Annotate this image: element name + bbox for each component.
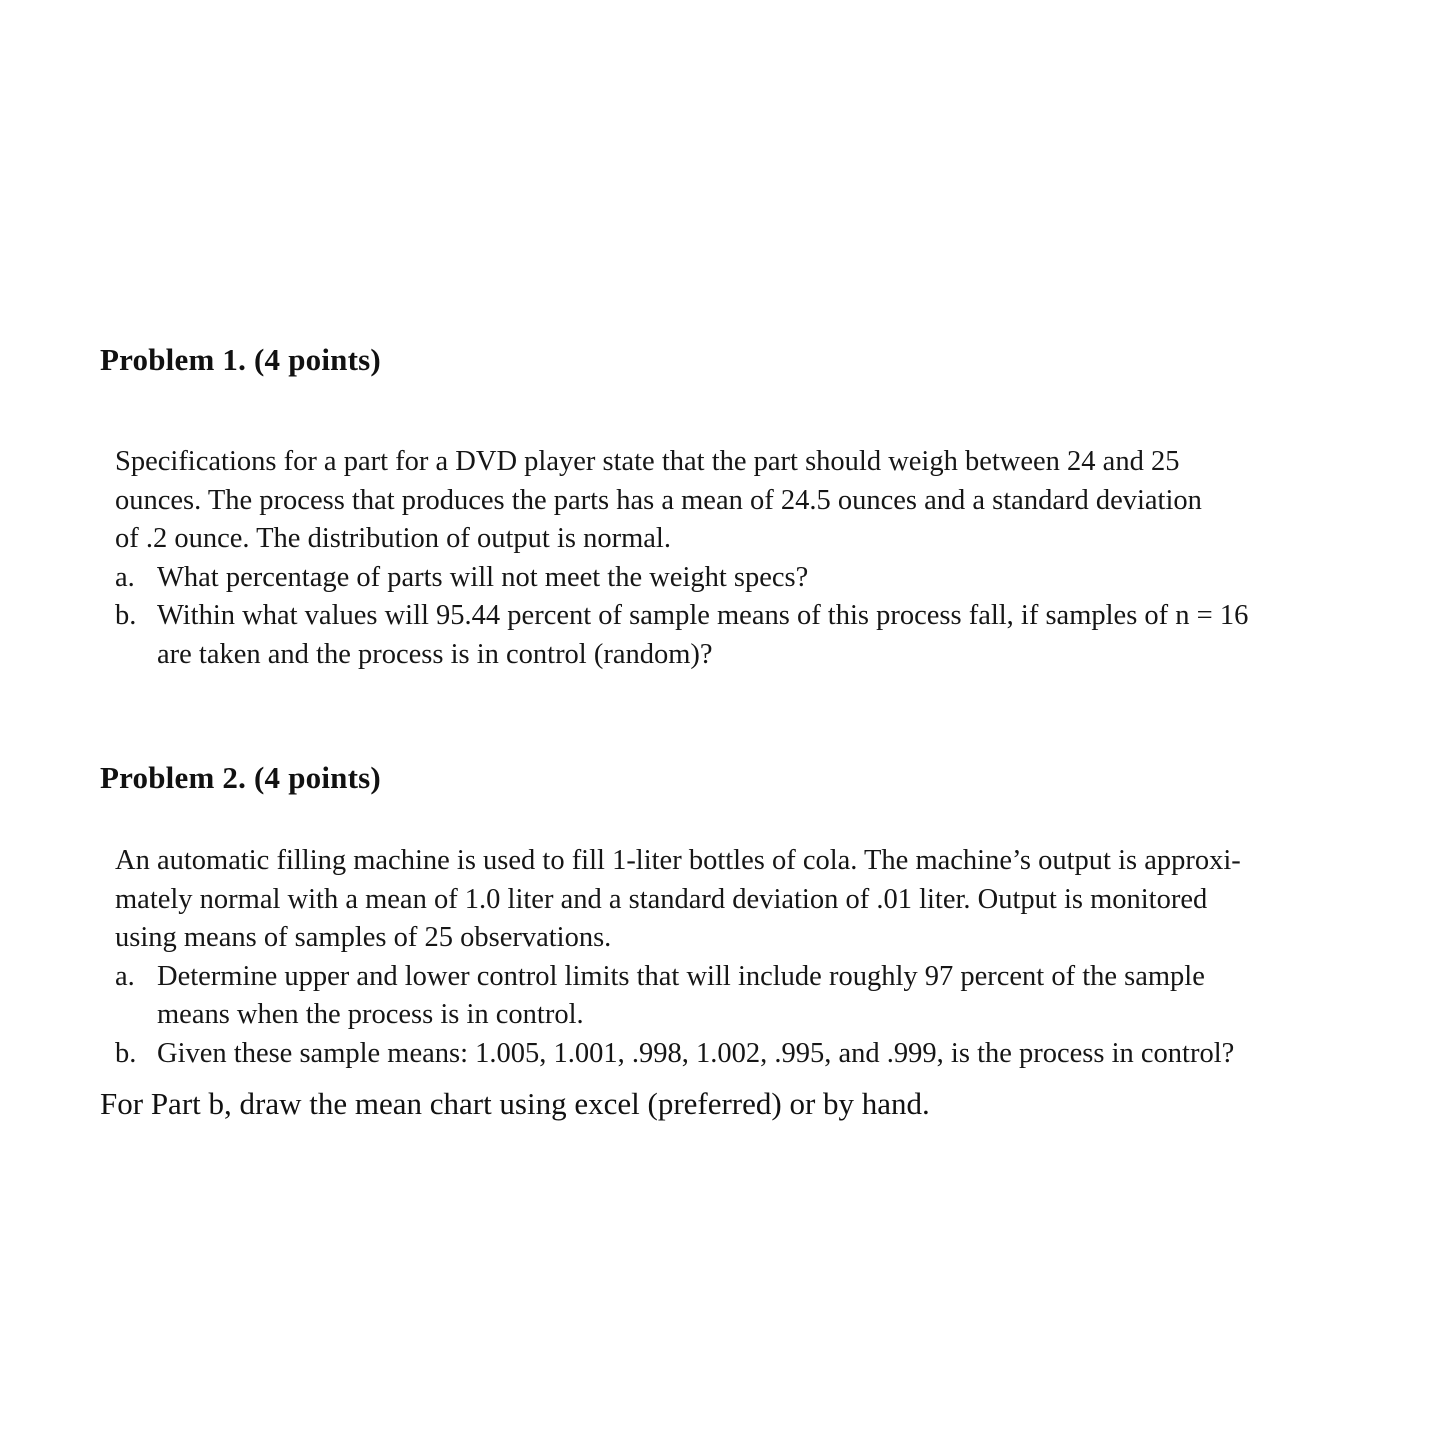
problem-1-heading: Problem 1. (4 points) bbox=[100, 342, 381, 377]
item-text: means when the process is in control. bbox=[157, 999, 584, 1030]
problem-2-body bbox=[115, 842, 1241, 1073]
problem-2-intro-line: using means of samples of 25 observations. bbox=[115, 922, 612, 953]
problem-1-intro-line: of .2 ounce. The distribution of output is normal. bbox=[115, 523, 671, 554]
item-text: Within what values will 95.44 percent of sample means of this process fall, if samples of n = 16 bbox=[157, 600, 1249, 631]
problem-1-body bbox=[115, 443, 1248, 674]
problem-1-item-a bbox=[115, 559, 1248, 598]
problem-2-item-b bbox=[115, 1035, 1241, 1074]
item-text: What percentage of parts will not meet the weight specs? bbox=[157, 561, 809, 593]
item-text: Given these sample means: 1.005, 1.001, .998, 1.002, .995, and .999, is the process in control? bbox=[157, 1037, 1235, 1069]
part-b-note: For Part b, draw the mean chart using excel (preferred) or by hand. bbox=[100, 1086, 930, 1121]
problem-2-heading: Problem 2. (4 points) bbox=[100, 760, 381, 795]
problem-2-item-a bbox=[115, 958, 1241, 1035]
problem-2-intro-line: An automatic filling machine is used to fill 1-liter bottles of cola. The machine’s output is approxi- bbox=[115, 845, 1241, 876]
problem-1-item-b bbox=[115, 597, 1248, 674]
item-text: Determine upper and lower control limits that will include roughly 97 percent of the sample bbox=[157, 960, 1205, 992]
problem-2-intro-line: mately normal with a mean of 1.0 liter and a standard deviation of .01 liter. Output is monitored bbox=[115, 883, 1208, 915]
item-marker: b. bbox=[115, 1037, 137, 1069]
problem-1-intro-line: Specifications for a part for a DVD player state that the part should weigh between 24 and 25 bbox=[115, 446, 1180, 477]
item-marker: a. bbox=[115, 960, 135, 992]
problem-1-intro-line: ounces. The process that produces the parts has a mean of 24.5 ounces and a standard deviation bbox=[115, 484, 1202, 516]
item-marker: a. bbox=[115, 561, 135, 593]
item-text: are taken and the process is in control (random)? bbox=[157, 638, 713, 670]
item-marker: b. bbox=[115, 600, 137, 631]
